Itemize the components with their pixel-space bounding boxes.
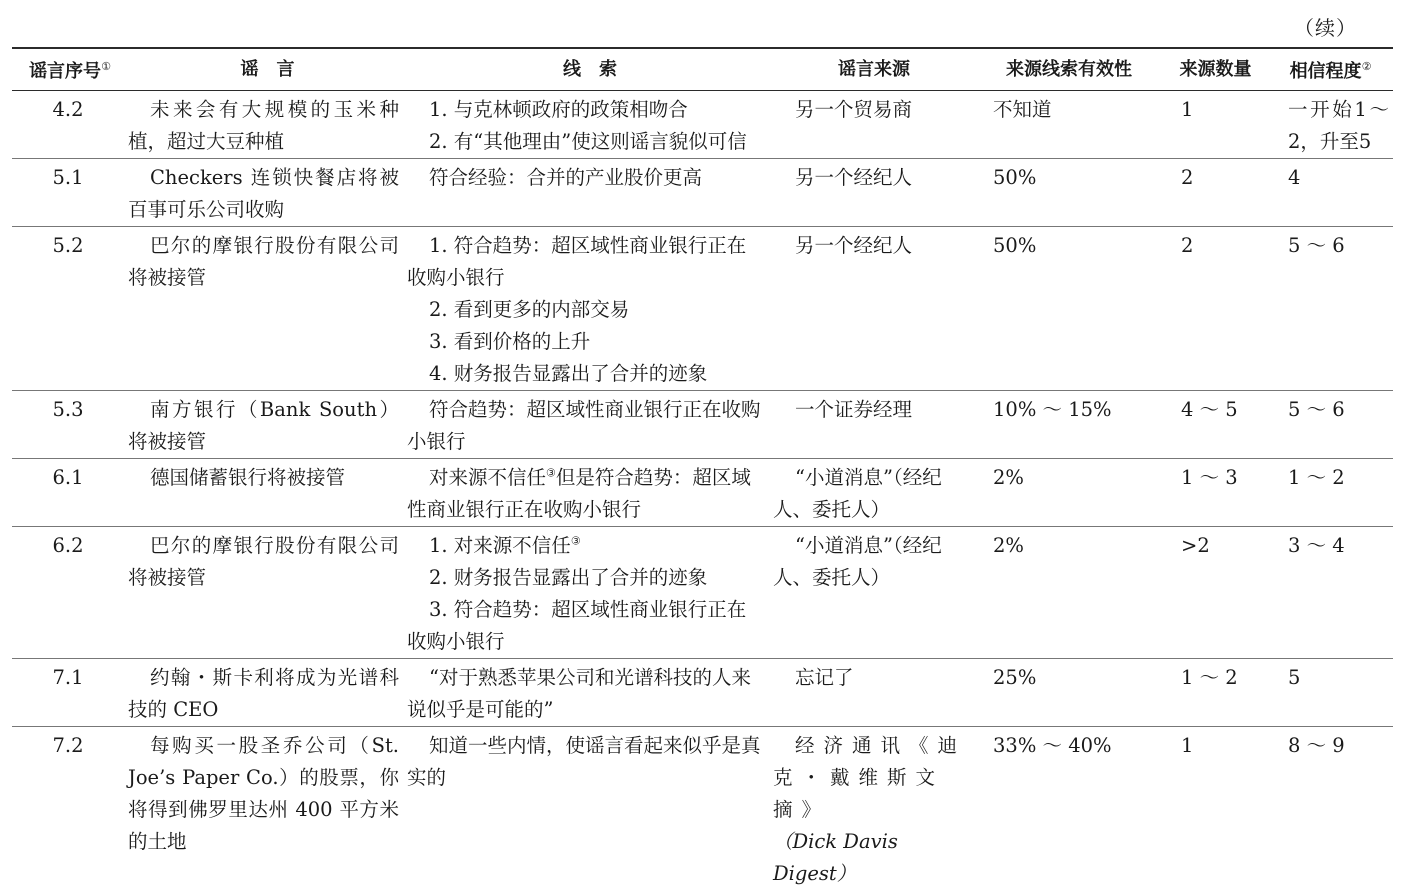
validity: 不知道 [975,91,1163,159]
source: 另一个贸易商 [773,91,975,159]
rumor-text: 南方银行（Bank South）将被接管 [128,391,407,459]
validity: 50% [975,227,1163,391]
belief: 8 ～ 9 [1288,734,1345,757]
rumor-text: 未来会有大规模的玉米种植，超过大豆种植 [128,91,407,159]
clue-line: 1. 与克林顿政府的政策相吻合 [429,98,688,121]
header-count: 来源数量 [1163,48,1268,91]
clue-line: 2. 财务报告显露出了合并的迹象 [429,566,708,589]
rumor-no: 6.1 [12,459,128,527]
continued-label: （续） [1294,16,1357,40]
clue-cell [407,227,773,391]
source-count: 4 ～ 5 [1163,391,1268,459]
clue-line: 1. 符合趋势：超区域性商业银行正在收购小银行 [407,234,747,289]
clue-cell [407,527,773,659]
header-rumor: 谣 言 [128,48,407,91]
header-clue: 线 索 [407,48,773,91]
rumor-text: Checkers 连锁快餐店将被百事可乐公司收购 [128,159,407,227]
source: 一个证券经理 [773,391,975,459]
validity: 2% [975,459,1163,527]
rumor-no: 5.2 [12,227,128,391]
source: “小道消息”（经纪人、委托人） [773,527,975,659]
rumor-text: 巴尔的摩银行股份有限公司将被接管 [128,527,407,659]
clue-line: 4. 财务报告显露出了合并的迹象 [429,362,708,385]
table-row [12,527,1393,659]
footnote-marker: ③ [570,534,581,548]
rumor-text: 约翰・斯卡利将成为光谱科技的 CEO [128,659,407,727]
source: “小道消息”（经纪人、委托人） [773,459,975,527]
validity: 2% [975,527,1163,659]
rumor-text: 巴尔的摩银行股份有限公司将被接管 [128,227,407,391]
belief: 4 [1268,159,1393,227]
rumor-no: 5.1 [12,159,128,227]
clue-line: 3. 看到价格的上升 [429,330,591,353]
source-count: 2 [1163,159,1268,227]
table-header-row [12,48,1393,91]
header-source: 谣言来源 [773,48,975,91]
belief: 1 ～ 2 [1268,459,1393,527]
validity: 50% [975,159,1163,227]
table-row [12,727,1393,891]
source-english-title: （Dick Davis Digest） [773,830,898,885]
rumor-text: 德国储蓄银行将被接管 [128,459,407,527]
clue-line: 2. 有“其他理由”使这则谣言貌似可信 [429,130,747,153]
belief: 3 ～ 4 [1268,527,1393,659]
source: 另一个经纪人 [773,159,975,227]
clue-cell [407,459,773,527]
clue-cell [407,159,773,227]
clue-line: 1. 对来源不信任③ [429,534,581,557]
table-row [12,91,1393,159]
clue-line: 对来源不信任③但是符合趋势：超区域性商业银行正在收购小银行 [407,466,751,521]
clue-line: 符合趋势：超区域性商业银行正在收购小银行 [407,398,761,453]
footnote-marker: ③ [546,466,556,480]
clue-line: 知道一些内情，使谣言看起来似乎是真实的 [407,734,761,789]
belief: 5 ～ 6 [1268,391,1393,459]
rumor-no: 7.2 [52,734,84,757]
source-count: >2 [1163,527,1268,659]
rumor-no: 4.2 [12,91,128,159]
source-count: 2 [1163,227,1268,391]
source-count: 1 [1163,91,1268,159]
source: 经济通讯《迪克・戴维斯文摘》 （Dick Davis Digest） [773,734,967,885]
source-count: 1 [1181,734,1194,757]
source-count: 1 ～ 3 [1163,459,1268,527]
belief: 一开始1～2，升至5 [1268,91,1393,159]
clue-line: 2. 看到更多的内部交易 [429,298,630,321]
table-row [12,659,1393,727]
table-row [12,459,1393,527]
clue-cell [407,91,773,159]
rumor-no: 6.2 [12,527,128,659]
clue-line: 符合经验：合并的产业股价更高 [429,166,703,189]
rumor-table [12,47,1393,890]
table-row [12,227,1393,391]
validity: 25% [975,659,1163,727]
source-count: 1 ～ 2 [1163,659,1268,727]
clue-line: 3. 符合趋势：超区域性商业银行正在收购小银行 [407,598,747,653]
header-validity: 来源线索有效性 [975,48,1163,91]
table-row [12,391,1393,459]
source: 忘记了 [773,659,975,727]
belief: 5 [1268,659,1393,727]
rumor-text: 每购买一股圣乔公司（St. Joe’s Paper Co.）的股票，你将得到佛罗里达州 400 平方米的土地 [128,734,399,853]
clue-line: “对于熟悉苹果公司和光谱科技的人来说似乎是可能的” [407,666,751,721]
belief: 5 ～ 6 [1268,227,1393,391]
clue-cell [407,727,773,891]
header-belief: 相信程度② [1268,48,1393,91]
validity: 10% ～ 15% [975,391,1163,459]
table-row [12,159,1393,227]
header-rumor-no: 谣言序号① [12,48,128,91]
validity: 33% ～ 40% [993,734,1112,757]
clue-cell [407,391,773,459]
rumor-no: 5.3 [12,391,128,459]
source: 另一个经纪人 [773,227,975,391]
clue-cell [407,659,773,727]
rumor-no: 7.1 [12,659,128,727]
